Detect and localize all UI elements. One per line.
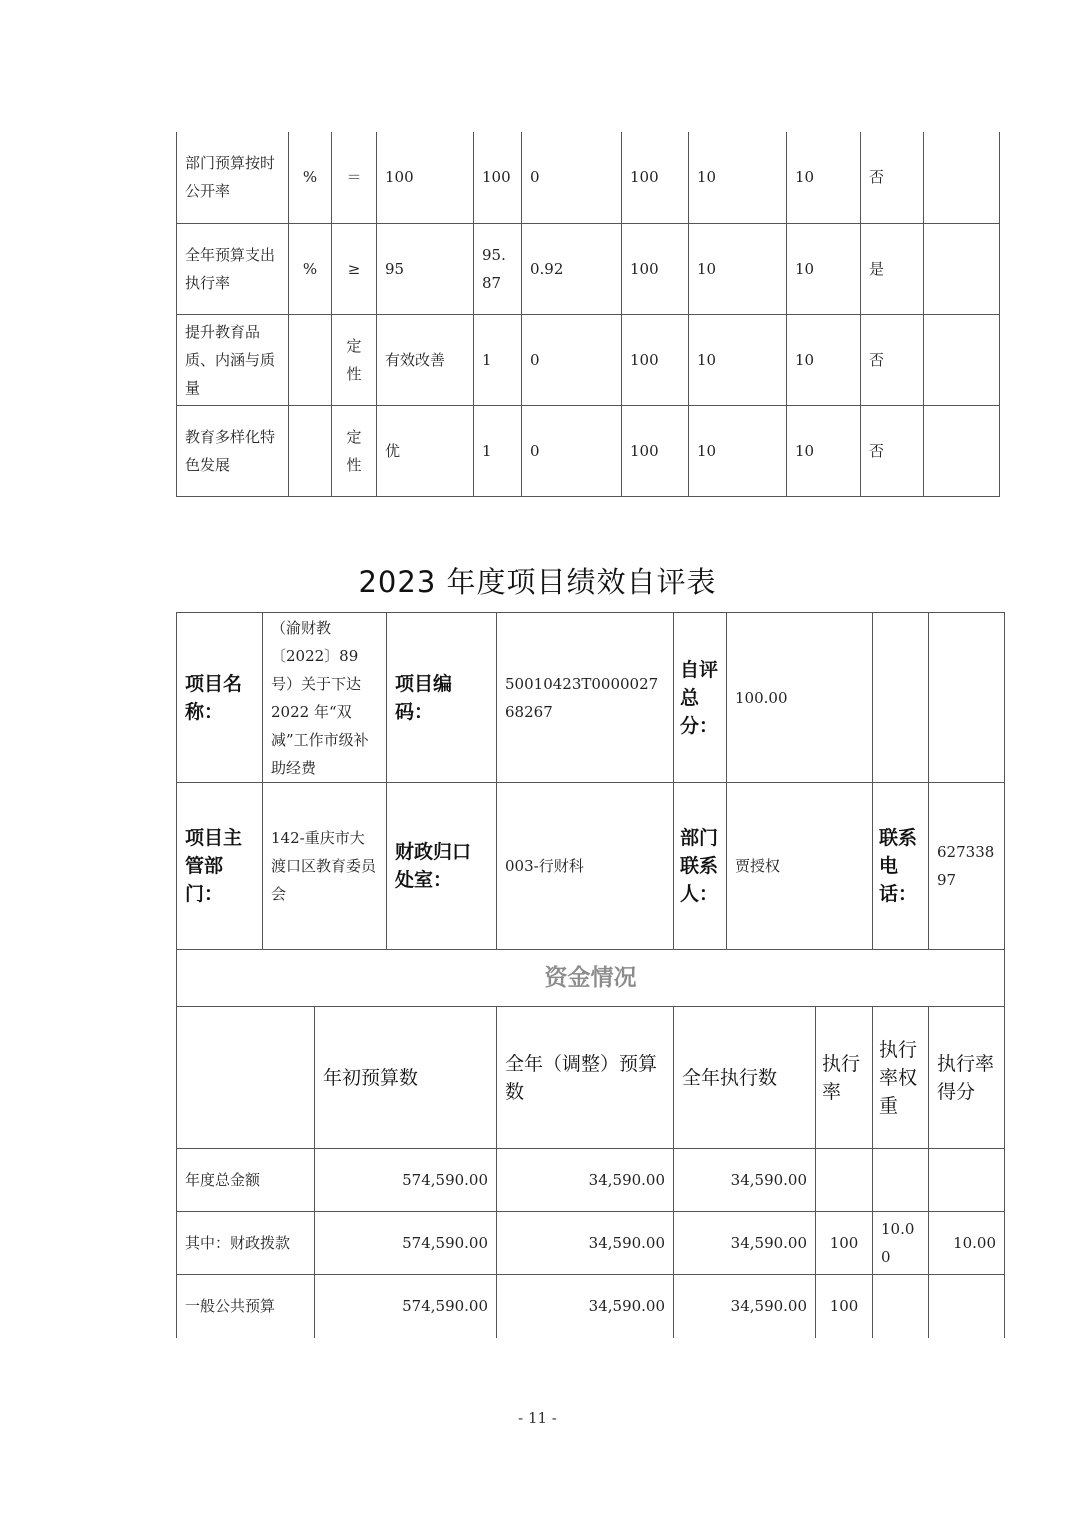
fund-row bbox=[177, 1212, 1005, 1275]
indicator-score: 10 bbox=[787, 132, 861, 223]
indicator-target: 有效改善 bbox=[377, 314, 474, 405]
indicator-note bbox=[924, 132, 1000, 223]
office-value: 003-行财科 bbox=[497, 783, 674, 950]
empty-header-cell bbox=[177, 1007, 315, 1149]
indicator-table bbox=[176, 132, 1000, 497]
indicator-target: 100 bbox=[377, 132, 474, 223]
self-score-label: 自评总分： bbox=[674, 613, 727, 783]
header-rate-score: 执行率得分 bbox=[929, 1007, 1005, 1149]
fund-rate: 100 bbox=[816, 1275, 873, 1338]
indicator-full-score: 100 bbox=[622, 314, 689, 405]
fund-adjusted: 34,590.00 bbox=[497, 1212, 674, 1275]
header-initial-budget: 年初预算数 bbox=[315, 1007, 497, 1149]
indicator-row bbox=[177, 405, 1000, 496]
project-name-value: （渝财教〔2022〕89 号）关于下达 2022 年“双减”工作市级补助经费 bbox=[263, 613, 387, 783]
fund-weight bbox=[873, 1149, 929, 1212]
indicator-name: 部门预算按时公开率 bbox=[177, 132, 289, 223]
indicator-target: 95 bbox=[377, 223, 474, 314]
indicator-name: 全年预算支出执行率 bbox=[177, 223, 289, 314]
fund-rate bbox=[816, 1149, 873, 1212]
indicator-note bbox=[924, 405, 1000, 496]
fund-adjusted: 34,590.00 bbox=[497, 1149, 674, 1212]
indicator-actual: 1 bbox=[474, 314, 522, 405]
self-score-value: 100.00 bbox=[727, 613, 873, 783]
project-code-value: 50010423T000002768267 bbox=[497, 613, 674, 783]
indicator-note bbox=[924, 223, 1000, 314]
fund-row bbox=[177, 1275, 1005, 1338]
fund-weight bbox=[873, 1275, 929, 1338]
fund-rate: 100 bbox=[816, 1212, 873, 1275]
funds-header-row bbox=[177, 1007, 1005, 1149]
fund-initial: 574,590.00 bbox=[315, 1149, 497, 1212]
indicator-target: 优 bbox=[377, 405, 474, 496]
phone-value: 62733897 bbox=[929, 783, 1005, 950]
fund-executed: 34,590.00 bbox=[674, 1212, 816, 1275]
indicator-operator: 定性 bbox=[332, 405, 377, 496]
indicator-flag: 否 bbox=[861, 405, 924, 496]
dept-label: 项目主管部门： bbox=[177, 783, 263, 950]
fund-label: 年度总金额 bbox=[177, 1149, 315, 1212]
fund-weight: 10.00 bbox=[873, 1212, 929, 1275]
header-exec-rate: 执行率 bbox=[816, 1007, 873, 1149]
page-number: - 11 - bbox=[518, 1409, 557, 1427]
fund-label: 一般公共预算 bbox=[177, 1275, 315, 1338]
indicator-operator: ≥ bbox=[332, 223, 377, 314]
indicator-note bbox=[924, 314, 1000, 405]
indicator-row bbox=[177, 223, 1000, 314]
fund-row bbox=[177, 1149, 1005, 1212]
indicator-weight: 10 bbox=[689, 223, 787, 314]
dept-value: 142-重庆市大渡口区教育委员会 bbox=[263, 783, 387, 950]
project-name-label: 项目名称： bbox=[177, 613, 263, 783]
indicator-full-score: 100 bbox=[622, 132, 689, 223]
indicator-weight: 10 bbox=[689, 314, 787, 405]
indicator-weight: 10 bbox=[689, 405, 787, 496]
indicator-operator: ＝ bbox=[332, 132, 377, 223]
indicator-score: 10 bbox=[787, 314, 861, 405]
indicator-row bbox=[177, 314, 1000, 405]
fund-initial: 574,590.00 bbox=[315, 1275, 497, 1338]
indicator-unit bbox=[289, 314, 332, 405]
project-table bbox=[176, 612, 1005, 1338]
page-title: 2023 年度项目绩效自评表 bbox=[358, 565, 717, 599]
header-adjusted-budget: 全年（调整）预算数 bbox=[497, 1007, 674, 1149]
fund-score: 10.00 bbox=[929, 1212, 1005, 1275]
indicator-deviation: 0 bbox=[522, 405, 622, 496]
indicator-deviation: 0 bbox=[522, 314, 622, 405]
indicator-row bbox=[177, 132, 1000, 223]
fund-score bbox=[929, 1149, 1005, 1212]
fund-adjusted: 34,590.00 bbox=[497, 1275, 674, 1338]
indicator-actual: 95.87 bbox=[474, 223, 522, 314]
indicator-actual: 1 bbox=[474, 405, 522, 496]
fund-executed: 34,590.00 bbox=[674, 1149, 816, 1212]
funds-section-row bbox=[177, 950, 1005, 1007]
phone-label: 联系电话： bbox=[873, 783, 929, 950]
indicator-full-score: 100 bbox=[622, 223, 689, 314]
indicator-unit: % bbox=[289, 223, 332, 314]
project-dept-row bbox=[177, 783, 1005, 950]
office-label: 财政归口处室： bbox=[387, 783, 497, 950]
fund-initial: 574,590.00 bbox=[315, 1212, 497, 1275]
project-code-label: 项目编码： bbox=[387, 613, 497, 783]
fund-executed: 34,590.00 bbox=[674, 1275, 816, 1338]
contact-label: 部门联系人： bbox=[674, 783, 727, 950]
fund-label: 其中：财政拨款 bbox=[177, 1212, 315, 1275]
indicator-deviation: 0 bbox=[522, 132, 622, 223]
indicator-name: 教育多样化特色发展 bbox=[177, 405, 289, 496]
indicator-score: 10 bbox=[787, 405, 861, 496]
indicator-score: 10 bbox=[787, 223, 861, 314]
indicator-weight: 10 bbox=[689, 132, 787, 223]
contact-value: 贾授权 bbox=[727, 783, 873, 950]
header-executed: 全年执行数 bbox=[674, 1007, 816, 1149]
indicator-name: 提升教育品质、内涵与质量 bbox=[177, 314, 289, 405]
indicator-flag: 否 bbox=[861, 314, 924, 405]
indicator-full-score: 100 bbox=[622, 405, 689, 496]
indicator-unit bbox=[289, 405, 332, 496]
indicator-flag: 否 bbox=[861, 132, 924, 223]
indicator-unit: % bbox=[289, 132, 332, 223]
indicator-operator: 定性 bbox=[332, 314, 377, 405]
empty-cell bbox=[873, 613, 929, 783]
header-rate-weight: 执行率权重 bbox=[873, 1007, 929, 1149]
indicator-deviation: 0.92 bbox=[522, 223, 622, 314]
funds-section-title: 资金情况 bbox=[177, 950, 1005, 1007]
fund-score bbox=[929, 1275, 1005, 1338]
empty-cell bbox=[929, 613, 1005, 783]
indicator-flag: 是 bbox=[861, 223, 924, 314]
indicator-actual: 100 bbox=[474, 132, 522, 223]
project-name-row bbox=[177, 613, 1005, 783]
